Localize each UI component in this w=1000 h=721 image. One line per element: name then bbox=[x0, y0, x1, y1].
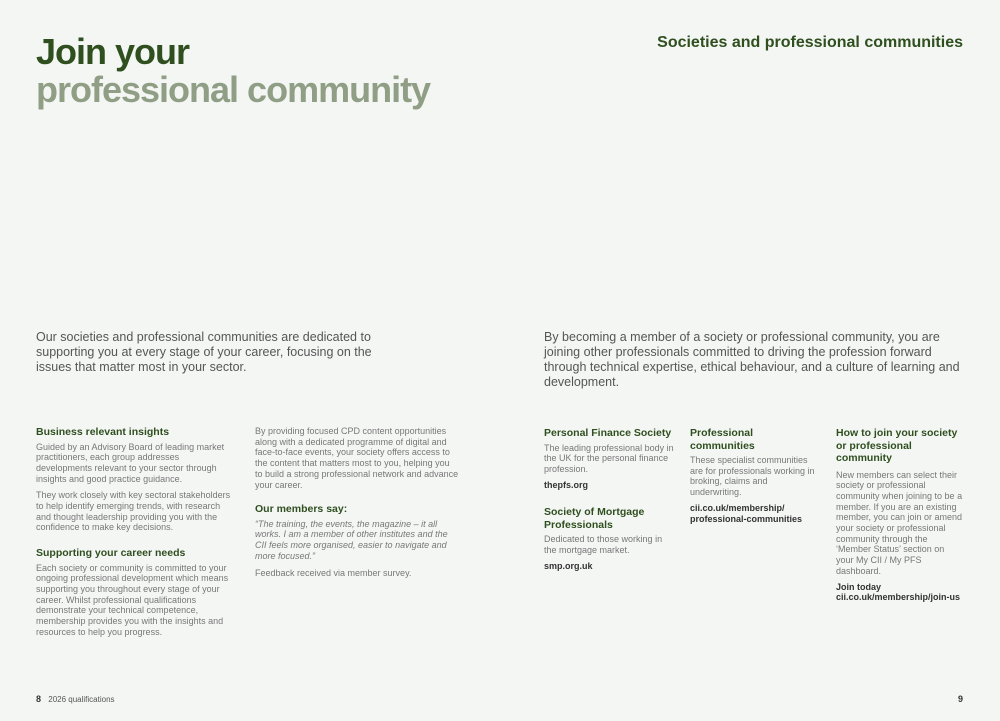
pfs-link[interactable]: thepfs.org bbox=[544, 479, 588, 490]
join-link[interactable]: cii.co.uk/membership/join-us bbox=[836, 592, 961, 603]
members-say-heading: Our members say: bbox=[255, 503, 348, 516]
column-insights bbox=[36, 426, 236, 638]
how-to-join-text: New members can select their society or professional community when joining to be a member. If you are an existing member, you can join or amend your society or professional community through the ‘Member Status’ section on your My CII / My PFS dashboard. bbox=[836, 469, 963, 576]
member-quote: “The training, the events, the magazine – it all works. I am a member of other institutes and the CII feels more organised, easier to navigate and more focused.” bbox=[255, 518, 448, 561]
section-title: Societies and professional communities bbox=[657, 34, 963, 51]
footer-left bbox=[36, 694, 115, 704]
intro-left: Our societies and professional communities are dedicated to supporting you at every stage of your career, focusing on the issues that matter most in your sector. bbox=[36, 330, 372, 374]
column-communities bbox=[690, 427, 816, 524]
pfs-heading: Personal Finance Society bbox=[544, 427, 672, 439]
column-societies bbox=[544, 427, 676, 571]
how-to-join-heading: How to join your society or professional community bbox=[836, 427, 958, 464]
page-number-right: 9 bbox=[957, 694, 963, 704]
page-number-left: 8 bbox=[36, 694, 42, 704]
join-today-label: Join today bbox=[836, 581, 882, 592]
column-cpd bbox=[255, 426, 459, 578]
career-needs-heading: Supporting your career needs bbox=[36, 547, 186, 560]
career-needs-text: Each society or community is committed to your ongoing professional development which means supporting you throughout every stage of your career. Whilst professional qualifications demonstrate your technical competence, membership provides you with the insights and resources to help you progress. bbox=[36, 562, 229, 637]
professional-communities-text: These specialist communities are for professionals working in broking, claims and underwriting. bbox=[690, 455, 815, 498]
business-insights-text: Guided by an Advisory Board of leading market practitioners, each group addresses developments relevant to your sector through insights and good practice guidance. bbox=[36, 441, 225, 484]
survey-note: Feedback received via member survey. bbox=[255, 567, 412, 578]
smp-heading: Society of Mortgage Professionals bbox=[544, 506, 645, 531]
business-insights-heading: Business relevant insights bbox=[36, 426, 170, 438]
column-how-to-join bbox=[836, 427, 964, 603]
pfs-description: The leading professional body in the UK for the personal finance profession. bbox=[544, 442, 674, 474]
cpd-text: By providing focused CPD content opportunities along with a dedicated programme of digital and face-to-face events, your society offers access to the content that matters most to you, helping you to build a strong professional network and advance your career. bbox=[255, 426, 459, 490]
page-title-line-2: professional community bbox=[36, 69, 431, 110]
professional-communities-link[interactable]: cii.co.uk/membership/ professional-communities bbox=[690, 502, 803, 524]
footer-publication: 2026 qualifications bbox=[48, 695, 115, 704]
smp-link[interactable]: smp.org.uk bbox=[544, 560, 593, 571]
sectoral-stakeholders-text: They work closely with key sectoral stakeholders to help identify emerging trends, with research and thought leadership providing you with the confidence to make key decisions. bbox=[36, 490, 231, 533]
page-title-line-1: Join your bbox=[36, 31, 190, 72]
professional-communities-heading: Professional communities bbox=[690, 427, 755, 452]
smp-description: Dedicated to those working in the mortgage market. bbox=[544, 534, 663, 556]
intro-right: By becoming a member of a society or professional community, you are joining other professionals committed to driving the profession forward through technical expertise, ethical behaviour, and a culture of learning and development. bbox=[544, 330, 960, 389]
